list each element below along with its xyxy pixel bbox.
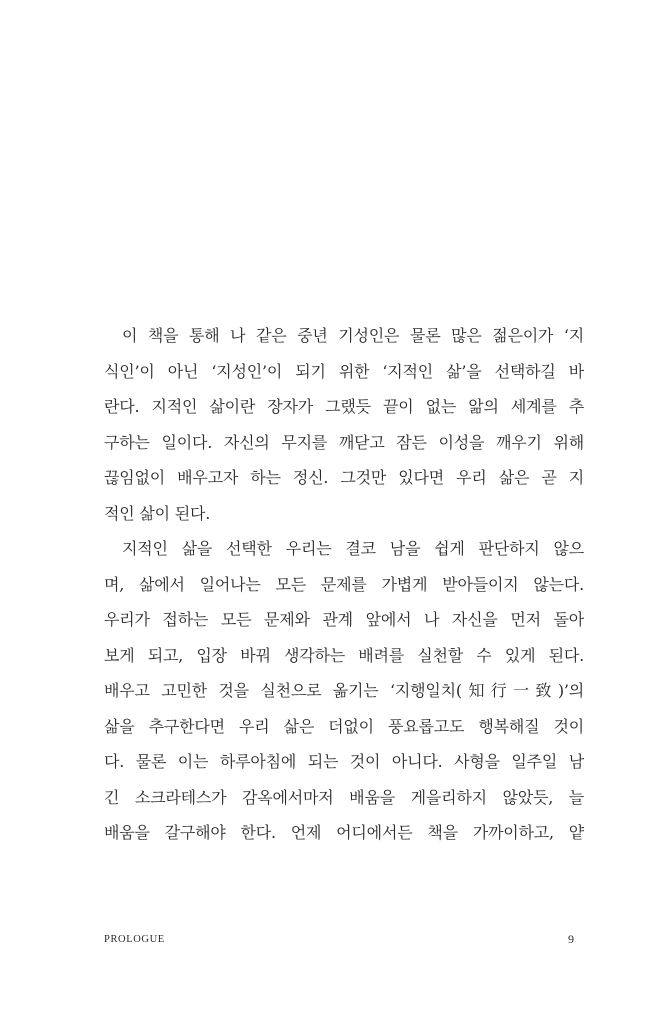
text-line: 긴 소크라테스가 감옥에서마저 배움을 게을리하지 않았듯, 늘: [104, 787, 584, 807]
text-line: 배우고 고민한 것을 실천으로 옮기는 ‘지행일치(知行一致)’의: [104, 681, 584, 700]
text-line: 끊임없이 배우고자 하는 정신. 그것만 있다면 우리 삶은 곧 지: [104, 468, 584, 487]
text-line: 다. 물론 이는 하루아침에 되는 것이 아니다. 사형을 일주일 남: [104, 752, 584, 771]
text-line: 보게 되고, 입장 바꿔 생각하는 배려를 실천할 수 있게 된다.: [104, 645, 584, 665]
text-line: 삶을 추구한다면 우리 삶은 더없이 풍요롭고도 행복해질 것이: [104, 716, 584, 736]
text-line: 우리가 접하는 모든 문제와 관계 앞에서 나 자신을 먼저 돌아: [104, 610, 584, 629]
text-line: 이 책을 통해 나 같은 중년 기성인은 물론 많은 젊은이가 ‘지: [122, 326, 584, 345]
text-line: 구하는 일이다. 자신의 무지를 깨닫고 잠든 이성을 깨우기 위해: [104, 432, 584, 452]
section-label: PROLOGUE: [104, 934, 165, 945]
text-line: 배움을 갈구해야 한다. 언제 어디에서든 책을 가까이하고, 얕: [104, 823, 584, 842]
body-text: [104, 318, 584, 851]
page-number: 9: [568, 932, 574, 946]
text-line: 적인 삶이 된다.: [104, 503, 211, 523]
paragraph-2: [104, 531, 584, 851]
paragraph-1: [104, 318, 584, 531]
text-line: 란다. 지적인 삶이란 장자가 그랬듯 끝이 없는 앎의 세계를 추: [104, 397, 584, 416]
text-line: 지적인 삶을 선택한 우리는 결코 남을 쉽게 판단하지 않으: [122, 539, 584, 558]
text-line: 며, 삶에서 일어나는 모든 문제를 가볍게 받아들이지 않는다.: [104, 574, 584, 594]
text-line: 식인’이 아닌 ‘지성인’이 되기 위한 ‘지적인 삶’을 선택하길 바: [104, 361, 584, 381]
